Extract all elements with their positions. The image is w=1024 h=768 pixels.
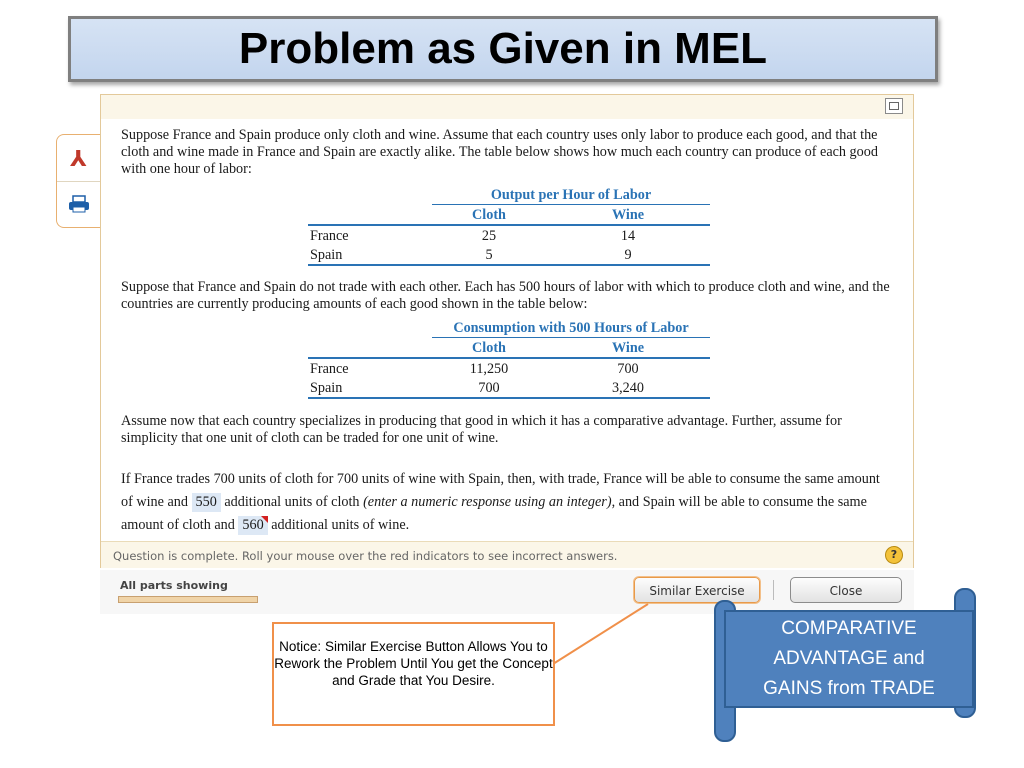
- cell-value: 700: [617, 360, 639, 377]
- print-icon[interactable]: [57, 181, 100, 226]
- row-label: France: [310, 227, 349, 244]
- status-text: Question is complete. Roll your mouse over the red indicators to see incorrect answers.: [113, 549, 618, 563]
- cell-value: 11,250: [469, 360, 509, 377]
- cell-value: 9: [546, 245, 710, 265]
- cell-value: 5: [432, 245, 546, 265]
- consumption-table: [308, 318, 710, 399]
- status-bar: [101, 541, 913, 568]
- table-caption: Output per Hour of Labor: [432, 185, 710, 205]
- question-paragraph-1: Suppose France and Spain produce only cloth and wine. Assume that each country uses only labor to produce each good, and that the cloth and wine made in France and Spain are exactly alike. The table below shows how much each country can produce of each good with one hour of labor:: [121, 127, 878, 177]
- column-header-wine: Wine: [546, 205, 710, 226]
- callout-note: Notice: Similar Exercise Button Allows You to Rework the Problem Until You get the Concept and Grade that You Desire.: [272, 622, 555, 726]
- acrobat-icon[interactable]: ⅄: [70, 146, 87, 172]
- help-icon[interactable]: ?: [885, 546, 903, 564]
- close-button[interactable]: Close: [790, 577, 902, 603]
- answer-field-cloth[interactable]: 550: [192, 493, 221, 512]
- output-table: [308, 185, 710, 266]
- column-header-cloth: Cloth: [432, 205, 546, 226]
- row-label: Spain: [308, 378, 432, 398]
- table-caption: Consumption with 500 Hours of Labor: [432, 318, 710, 338]
- question-paragraph-2: Suppose that France and Spain do not trade with each other. Each has 500 hours of labor with which to produce cloth and wine, and the countries are currently producing amounts of each good shown in the table below:: [121, 279, 890, 312]
- input-hint: (enter a numeric response using an integer): [363, 494, 612, 510]
- similar-exercise-button[interactable]: Similar Exercise: [634, 577, 760, 603]
- slide-title-banner: [68, 16, 938, 82]
- cell-value: 25: [481, 227, 497, 244]
- expand-icon[interactable]: [885, 98, 903, 114]
- column-header-cloth: Cloth: [432, 338, 546, 359]
- slide-title: Problem as Given in MEL: [238, 24, 768, 73]
- panel-header: [101, 95, 913, 119]
- table-row: [308, 245, 710, 265]
- question-paragraph-4: If France trades 700 units of cloth for 700 units of wine with Spain, then, with trade, France will be able to consume the same amount of wine and 550 additional units of cloth (enter a numeric response using an integer), and Spain will be able to consume the same amount of cloth and 560 additional units of wine.: [121, 471, 880, 533]
- parts-showing-label: All parts showing: [120, 579, 228, 592]
- side-toolbar: [56, 134, 100, 228]
- table-row: [308, 225, 710, 245]
- cell-value: 700: [432, 378, 546, 398]
- table-row: [308, 358, 710, 378]
- parts-progress-bar: [118, 596, 258, 603]
- topic-scroll-banner: [714, 586, 976, 746]
- table-row: [308, 378, 710, 398]
- cell-value: 14: [620, 227, 636, 244]
- scroll-text: COMPARATIVE ADVANTAGE and GAINS from TRADE: [724, 610, 974, 708]
- column-header-wine: Wine: [546, 338, 710, 359]
- question-paragraph-3: Assume now that each country specializes in producing that good in which it has a comparative advantage. Further, assume for simplicity that one unit of cloth can be traded for one unit of wine.: [121, 413, 842, 446]
- row-label: France: [310, 360, 349, 377]
- answer-field-wine[interactable]: 560: [238, 516, 267, 535]
- question-panel: [100, 94, 914, 568]
- cell-value: 3,240: [546, 378, 710, 398]
- row-label: Spain: [308, 245, 432, 265]
